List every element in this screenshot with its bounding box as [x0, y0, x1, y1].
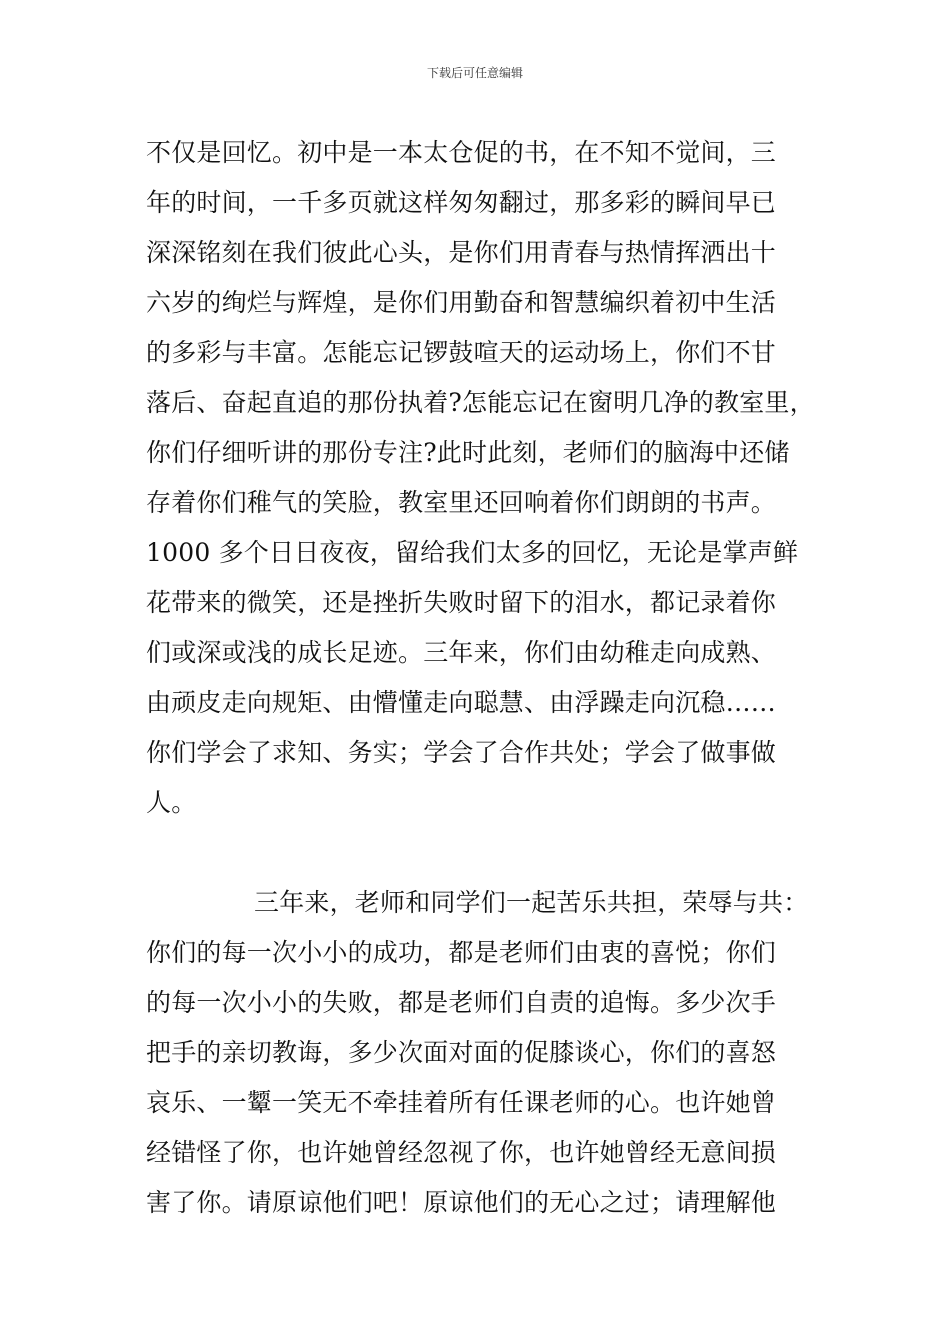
text-line: 经错怪了你，也许她曾经忽视了你，也许她曾经无意间损	[146, 1138, 777, 1167]
page-header: 下载后可任意编辑	[426, 66, 523, 80]
text-line: 六岁的绚烂与辉煌，是你们用勤奋和智慧编织着初中生活	[146, 288, 777, 317]
text-line: 不仅是回忆。初中是一本太仓促的书，在不知不觉间，三	[146, 138, 777, 167]
text-line: 花带来的微笑，还是挫折失败时留下的泪水，都记录着你	[146, 588, 777, 617]
text-line: 深深铭刻在我们彼此心头，是你们用青春与热情挥洒出十	[146, 238, 777, 267]
text-line: 的每一次小小的失败，都是老师们自责的追悔。多少次手	[146, 988, 777, 1017]
text-line-indented: 三年来，老师和同学们一起苦乐共担，荣辱与共：	[254, 888, 809, 917]
text-line: 们或深或浅的成长足迹。三年来，你们由幼稚走向成熟、	[146, 638, 777, 667]
text-line: 年的时间，一千多页就这样匆匆翻过，那多彩的瞬间早已	[146, 188, 777, 217]
text-line: 你们学会了求知、务实；学会了合作共处；学会了做事做	[146, 738, 777, 767]
text-line: 把手的亲切教诲，多少次面对面的促膝谈心，你们的喜怒	[146, 1038, 777, 1067]
text-line: 人。	[146, 788, 197, 817]
text-line: 落后、奋起直追的那份执着?怎能忘记在窗明几净的教室里，	[146, 388, 815, 417]
paragraph-gap	[146, 828, 826, 878]
document-body	[146, 128, 826, 1228]
text-line: 哀乐、一颦一笑无不牵挂着所有任课老师的心。也许她曾	[146, 1088, 777, 1117]
text-line: 存着你们稚气的笑脸，教室里还回响着你们朗朗的书声。	[146, 488, 777, 517]
paragraph-2	[146, 878, 826, 1228]
text-line: 你们仔细听讲的那份专注?此时此刻，老师们的脑海中还储	[146, 438, 790, 467]
text-line: 1000 多个日日夜夜，留给我们太多的回忆，无论是掌声鲜	[146, 538, 799, 567]
text-line: 害了你。请原谅他们吧！原谅他们的无心之过；请理解他	[146, 1188, 777, 1217]
paragraph-1	[146, 128, 826, 828]
text-line: 的多彩与丰富。怎能忘记锣鼓喧天的运动场上，你们不甘	[146, 338, 777, 367]
text-line: 由顽皮走向规矩、由懵懂走向聪慧、由浮躁走向沉稳……	[146, 688, 777, 717]
text-line: 你们的每一次小小的成功，都是老师们由衷的喜悦；你们	[146, 938, 777, 967]
